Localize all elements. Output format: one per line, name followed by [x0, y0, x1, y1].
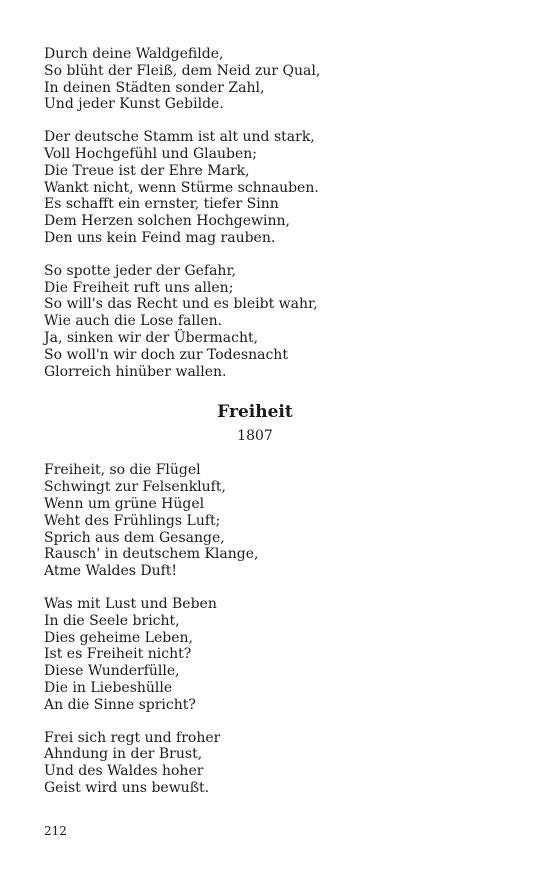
poem1-stanza-2: [44, 129, 514, 247]
poem2-stanza-1: [44, 462, 514, 580]
poem-year: 1807: [237, 428, 273, 445]
poem-line: In deinen Städten sonder Zahl,: [44, 79, 265, 96]
poem-line: Und jeder Kunst Gebilde.: [44, 96, 224, 113]
poem-line: Die Treue ist der Ehre Mark,: [44, 162, 250, 179]
poem-line: Der deutsche Stamm ist alt und stark,: [44, 129, 315, 146]
poem-line: Freiheit, so die Flügel: [44, 462, 201, 479]
page-number: 212: [44, 824, 67, 838]
poem-line: So woll'n wir doch zur Todesnacht: [44, 346, 288, 363]
poem-line: Und des Waldes hoher: [44, 763, 204, 780]
poem-line: Schwingt zur Felsenkluft,: [44, 479, 226, 496]
poem-line: So blüht der Fleiß, dem Neid zur Qual,: [44, 62, 321, 79]
poem-line: Weht des Frühlings Luft;: [44, 512, 221, 529]
poem-line: Geist wird uns bewußt.: [44, 779, 210, 796]
poem-line: So will's das Recht und es bleibt wahr,: [44, 296, 318, 313]
poem-line: Sprich aus dem Gesange,: [44, 529, 225, 546]
poem-line: So spotte jeder der Gefahr,: [44, 262, 237, 279]
poem-line: Die Freiheit ruft uns allen;: [44, 279, 234, 296]
poem-line: Atme Waldes Duft!: [44, 563, 178, 580]
poem1-stanza-1: [44, 46, 514, 113]
poem-line: In die Seele bricht,: [44, 612, 180, 629]
poem-line: Dem Herzen solchen Hochgewinn,: [44, 213, 290, 230]
poem-line: Frei sich regt und froher: [44, 729, 221, 746]
poem-line: Diese Wunderfülle,: [44, 663, 180, 680]
poem-title: Freiheit: [217, 402, 293, 423]
poem-line: Ja, sinken wir der Übermacht,: [44, 329, 259, 346]
poem-line: Glorreich hinüber wallen.: [44, 363, 227, 380]
poem-line: Wankt nicht, wenn Stürme schnauben.: [44, 179, 319, 196]
poem-line: Durch deine Waldgefilde,: [44, 46, 224, 62]
poem-line: Voll Hochgefühl und Glauben;: [44, 145, 257, 162]
page-content: [44, 46, 514, 797]
poem-line: Rausch' in deutschem Klange,: [44, 546, 259, 563]
poem-line: Dies geheime Leben,: [44, 629, 193, 646]
poem-line: Wie auch die Lose fallen.: [44, 313, 223, 330]
poem-line: Was mit Lust und Beben: [44, 595, 217, 612]
poem-line: An die Sinne spricht?: [44, 696, 196, 713]
poem-line: Wenn um grüne Hügel: [44, 495, 205, 512]
poem-line: Die in Liebeshülle: [44, 679, 173, 696]
poem-line: Es schafft ein ernster, tiefer Sinn: [44, 196, 279, 213]
poem-line: Ist es Freiheit nicht?: [44, 646, 192, 663]
poem-line: Den uns kein Feind mag rauben.: [44, 229, 276, 246]
poem2-stanza-3: [44, 730, 514, 797]
poem2-stanza-2: [44, 596, 514, 714]
poem-line: Ahndung in der Brust,: [44, 746, 203, 763]
poem1-stanza-3: [44, 263, 514, 381]
